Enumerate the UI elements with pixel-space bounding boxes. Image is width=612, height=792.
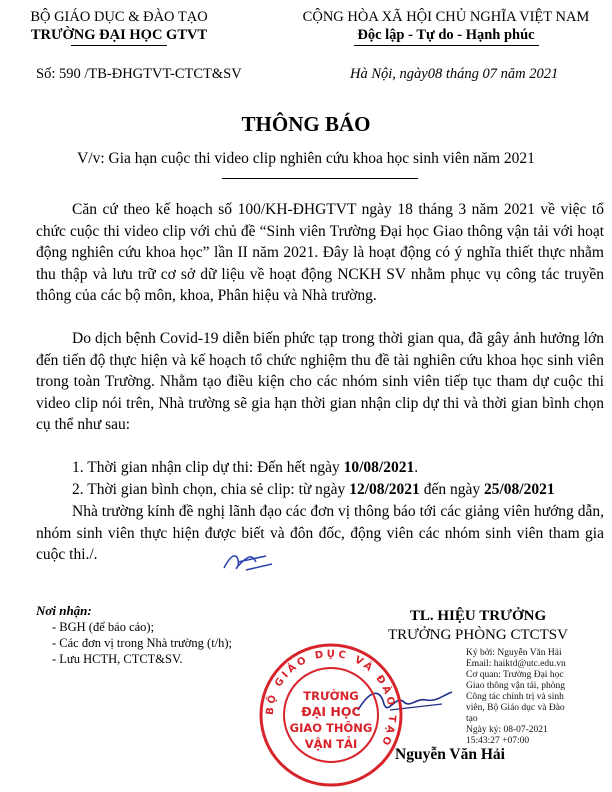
item-1 bbox=[72, 457, 418, 478]
sig-org-5: tạo bbox=[466, 714, 478, 724]
motto: Độc lập - Tự do - Hạnh phúc bbox=[357, 27, 535, 43]
item-2 bbox=[72, 479, 555, 500]
sig-signed-by: Ký bởi: Nguyễn Văn Hải bbox=[466, 648, 562, 658]
date-month-label: tháng bbox=[445, 66, 479, 82]
document-number bbox=[36, 66, 242, 83]
paragraph-2: Do dịch bệnh Covid-19 diễn biến phức tạp trong thời gian qua, đã gây ảnh hưởng lớn đến tiến độ thực hiện và kế hoạch tổ chức nghiệm thu đề tài nghiên cứu khoa học sinh viên trong toàn Trường. Nhằm tạo điều kiện cho các nhóm sinh viên tiếp tục tham dự cuộc thi video clip nói trên, Nhà trường sẽ gia hạn thời gian nhận clip dự thi và thời gian bình chọn cụ thể như sau: bbox=[36, 330, 604, 433]
date-place: Hà Nội, ngày bbox=[350, 66, 428, 82]
date-year: năm 2021 bbox=[500, 66, 559, 82]
recipient-3: - Lưu HCTH, CTCT&SV. bbox=[52, 652, 183, 666]
seal-line-2: ĐẠI HỌC bbox=[301, 704, 361, 719]
sig-time: 15:43:27 +07:00 bbox=[466, 736, 530, 746]
item-1-end: . bbox=[414, 459, 419, 476]
doc-number-value: 590 bbox=[58, 66, 81, 82]
recipient-2: - Các đơn vị trong Nhà trường (t/h); bbox=[52, 636, 233, 650]
item-2-mid: đến ngày bbox=[419, 481, 484, 498]
doc-number-prefix: Số: bbox=[36, 66, 56, 82]
closing-paragraph: Nhà trường kính đề nghị lãnh đạo các đơn vị thông báo tới các giảng viên hướng dẫn, nhóm sinh viên thực hiện được biết và đôn đốc, động viên các nhóm sinh viên tham gia cuộc thi./. bbox=[36, 503, 604, 563]
sig-org-4: viên, Bộ Giáo dục và Đào bbox=[466, 703, 565, 713]
ministry-name: BỘ GIÁO DỤC & ĐÀO TẠO bbox=[30, 9, 208, 25]
item-2-date: 12/08/2021 bbox=[349, 481, 420, 498]
recipients bbox=[36, 603, 232, 667]
divider-left bbox=[71, 45, 167, 46]
seal-line-4: VẬN TẢI bbox=[304, 737, 358, 751]
seal-ring-text: BỘ GIÁO DỤC VÀ ĐÀO TẠO bbox=[264, 648, 398, 750]
sig-email: Email: haiktd@utc.edu.vn bbox=[466, 659, 566, 669]
item-2-text: 2. Thời gian bình chọn, chia sẻ clip: từ ngày bbox=[72, 481, 350, 498]
sig-date: Ngày ký: 08-07-2021 bbox=[466, 725, 548, 735]
recipient-1: - BGH (để báo cáo); bbox=[52, 620, 155, 634]
item-2-date2: 25/08/2021 bbox=[483, 481, 555, 498]
paragraph-1: Căn cứ theo kế hoạch số 100/KH-ĐHGTVT ngày 18 tháng 3 năm 2021 về việc tổ chức cuộc thi video clip với chủ đề “Sinh viên Trường Đại học Giao thông vận tải với hoạt động nghiên cứu khoa học” lần II năm 2021. Đây là hoạt động có ý nghĩa thiết thực nhằm thu thập và lưu trữ cơ sở dữ liệu về hoạt động NCKH SV nhằm phục vụ công tác truyền thông của các bộ môn, khoa, Phân hiệu và Nhà trường. bbox=[36, 201, 604, 304]
seal-line-1: TRƯỜNG bbox=[303, 689, 359, 703]
subject-text: V/v: Gia hạn cuộc thi video clip nghiên cứu khoa học sinh viên năm 2021 bbox=[77, 150, 535, 167]
official-seal-icon bbox=[256, 640, 406, 790]
date-month: 07 bbox=[482, 66, 498, 82]
recipients-label: Nơi nhận: bbox=[36, 603, 92, 618]
signer-name: Nguyễn Văn Hải bbox=[395, 746, 505, 763]
item-1-text: 1. Thời gian nhận clip dự thi: Đến hết ngày bbox=[72, 459, 344, 476]
sig-org-1: Cơ quan: Trường Đại học bbox=[466, 670, 564, 680]
header-left bbox=[14, 8, 224, 46]
document-title: THÔNG BÁO bbox=[241, 112, 371, 136]
signature-on-behalf: TL. HIỆU TRƯỞNG bbox=[409, 608, 547, 624]
date-line bbox=[350, 66, 558, 83]
header-right bbox=[282, 8, 610, 46]
sig-org-3: Công tác chính trị và sinh bbox=[466, 692, 564, 702]
initial-signature-icon bbox=[218, 546, 278, 576]
seal-line-3: GIAO THÔNG bbox=[289, 721, 373, 735]
country-name: CỘNG HÒA XÃ HỘI CHỦ NGHĨA VIỆT NAM bbox=[302, 9, 590, 25]
university-name: TRƯỜNG ĐẠI HỌC GTVT bbox=[30, 27, 208, 43]
divider-right bbox=[354, 45, 539, 46]
subject-underline bbox=[222, 178, 418, 179]
digital-signature-info bbox=[466, 648, 592, 747]
item-1-date: 10/08/2021 bbox=[343, 459, 415, 476]
date-day: 08 bbox=[427, 66, 443, 82]
signature-position: TRƯỞNG PHÒNG CTCTSV bbox=[388, 627, 568, 643]
document-subject bbox=[0, 150, 612, 168]
sig-org-2: Giao thông vận tải, phòng bbox=[466, 681, 565, 691]
doc-number-suffix: /TB-ĐHGTVT-CTCT&SV bbox=[84, 66, 242, 82]
